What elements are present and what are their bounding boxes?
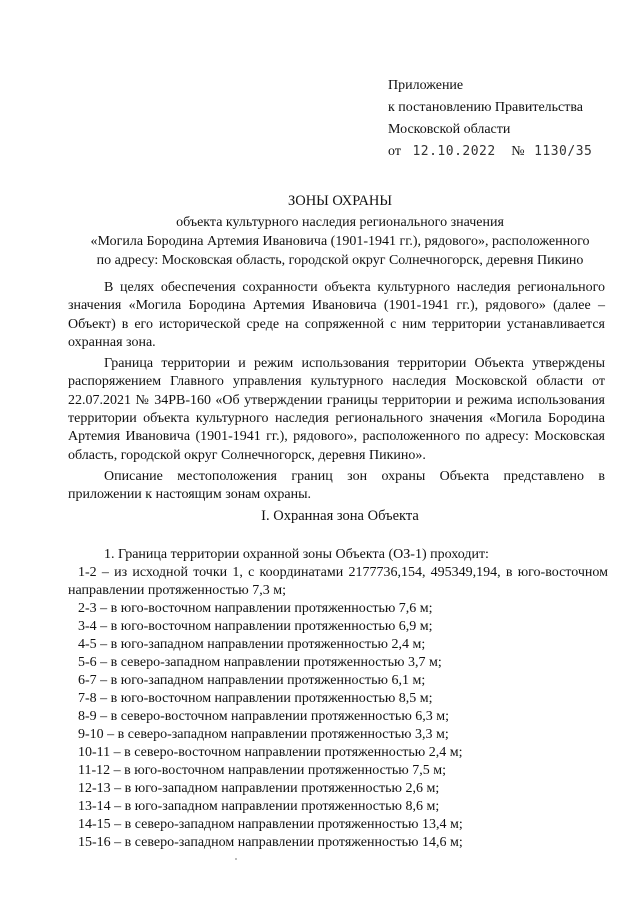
scan-speck <box>235 858 237 860</box>
title-line-2: «Могила Бородина Артемия Ивановича (1901-1941 гг.), рядового», расположенного <box>90 234 590 249</box>
list-item: 8-9 – в северо-восточном направлении протяженностью 6,3 м; <box>78 709 450 724</box>
appendix-header <box>388 75 592 163</box>
list-item: 11-12 – в юго-восточном направлении протяженностью 7,5 м; <box>78 763 447 778</box>
list-item: 4-5 – в юго-западном направлении протяженностью 2,4 м; <box>78 637 426 652</box>
decree-date: 12.10.2022 <box>412 144 496 159</box>
list-item: 7-8 – в юго-восточном направлении протяженностью 8,5 м; <box>78 691 433 706</box>
appendix-date-line <box>388 141 592 163</box>
list-item: 3-4 – в юго-восточном направлении протяженностью 6,9 м; <box>78 619 433 634</box>
list-item: 2-3 – в юго-восточном направлении протяженностью 7,6 м; <box>78 601 433 616</box>
paragraph: Описание местоположения границ зон охраны Объекта представлено в приложении к настоящим зонам охраны. <box>68 468 605 503</box>
list-item: 14-15 – в северо-западном направлении протяженностью 13,4 м; <box>78 817 463 832</box>
document-title <box>60 192 620 270</box>
list-item: 12-13 – в юго-западном направлении протяженностью 2,6 м; <box>78 781 440 796</box>
title-line-1: объекта культурного наследия регионального значения <box>176 215 504 230</box>
list-item: 9-10 – в северо-западном направлении протяженностью 3,3 м; <box>78 727 449 742</box>
paragraph: В целях обеспечения сохранности объекта культурного наследия регионального значения «Могила Бородина Артемия Ивановича (1901-1941 гг.), рядового» (далее – Объект) в его исторической среде на сопряженной с ним территории устанавливается охранная зона. <box>68 280 605 350</box>
title-heading: ЗОНЫ ОХРАНЫ <box>287 193 393 209</box>
list-lead: 1. Граница территории охранной зоны Объекта (ОЗ-1) проходит: <box>104 547 489 562</box>
appendix-line-3: Московской области <box>388 122 511 137</box>
number-prefix: № <box>511 144 525 159</box>
list-item: 1-2 – из исходной точки 1, с координатами 2177736,154, 495349,194, в юго-восточном направлении протяженностью 7,3 м; <box>68 565 608 598</box>
title-line-3: по адресу: Московская область, городской округ Солнечногорск, деревня Пикино <box>96 253 584 268</box>
list-item: 6-7 – в юго-западном направлении протяженностью 6,1 м; <box>78 673 426 688</box>
section-title: I. Охранная зона Объекта <box>261 508 419 524</box>
paragraph: Граница территории и режим использования территории Объекта утверждены распоряжением Главного управления культурного наследия Московской области от 22.07.2021 № 34РВ-160 «Об утверждении границы территории и режима использования территории объекта культурного наследия регионального значения «Могила Бородина Артемия Ивановича (1901-1941 гг.), рядового», расположенного по адресу: Московская область, городской округ Солнечногорск, деревня Пикино». <box>68 356 605 463</box>
appendix-line-1: Приложение <box>388 78 464 93</box>
list-item: 13-14 – в юго-западном направлении протяженностью 8,6 м; <box>78 799 440 814</box>
decree-number: 1130/35 <box>534 144 593 159</box>
list-item: 15-16 – в северо-западном направлении протяженностью 14,6 м; <box>78 835 463 850</box>
document-body <box>68 279 605 508</box>
list-item: 5-6 – в северо-западном направлении протяженностью 3,7 м; <box>78 655 442 670</box>
appendix-line-2: к постановлению Правительства <box>388 100 584 115</box>
date-prefix: от <box>388 144 401 159</box>
list-item: 10-11 – в северо-восточном направлении протяженностью 2,4 м; <box>78 745 463 760</box>
boundary-list <box>68 546 608 852</box>
